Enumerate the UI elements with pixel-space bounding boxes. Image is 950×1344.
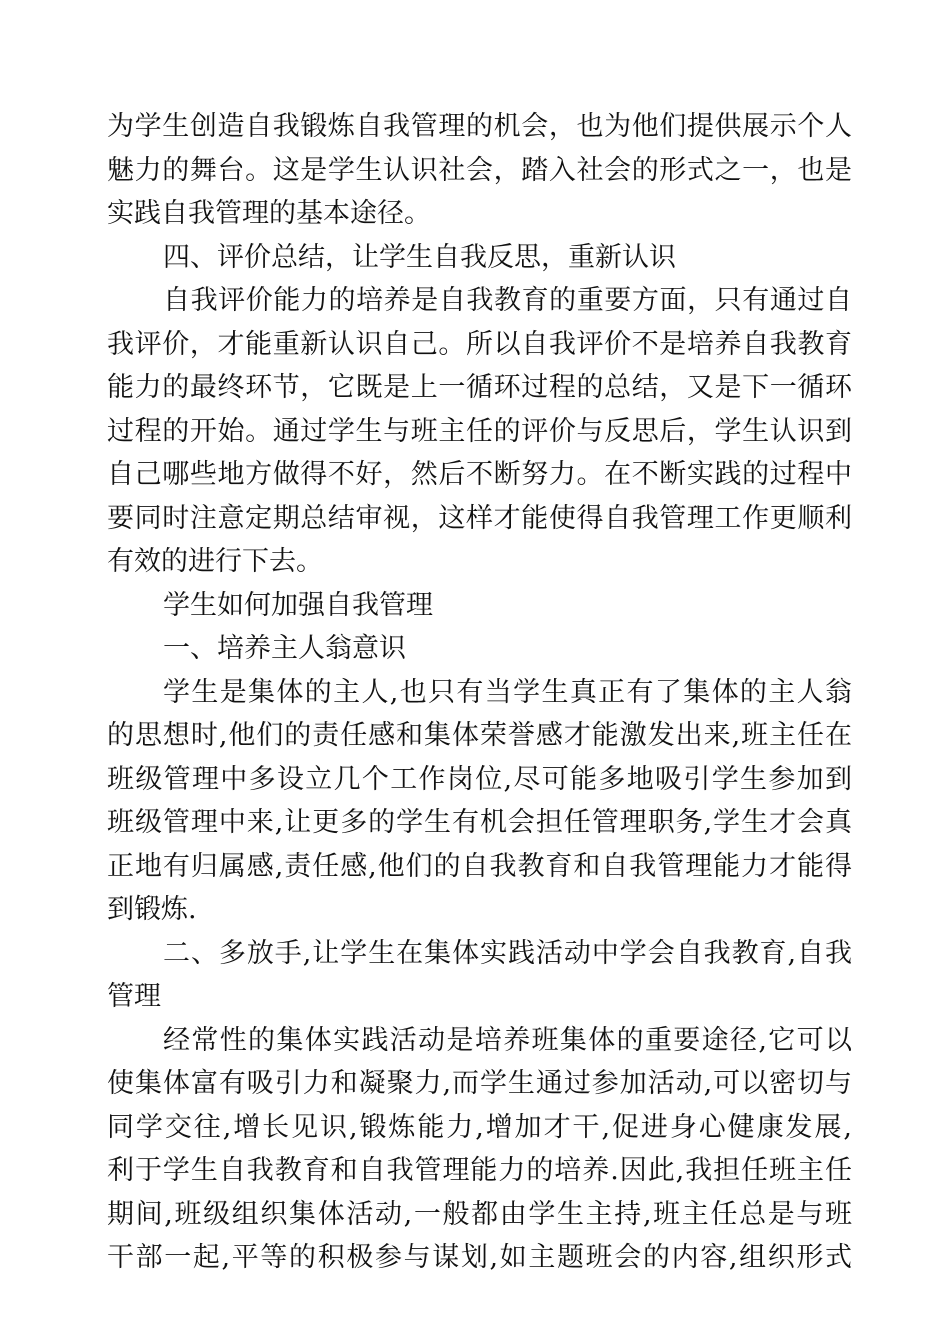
text-line: 正地有归属感,责任感,他们的自我教育和自我管理能力才能得	[107, 850, 852, 882]
text-line: 要同时注意定期总结审视，这样才能使得自我管理工作更顺利	[107, 502, 852, 534]
text-line: 干部一起,平等的积极参与谋划,如主题班会的内容,组织形式	[107, 1242, 852, 1273]
text-line: 能力的最终环节，它既是上一循环过程的总结，又是下一循环	[107, 372, 852, 403]
section-heading-continued: 管理	[107, 981, 161, 1012]
text-line: 期间,班级组织集体活动,一般都由学生主持,班主任总是与班	[107, 1198, 852, 1230]
text-line: 利于学生自我教育和自我管理能力的培养.因此,我担任班主任	[107, 1155, 852, 1186]
text-line: 的思想时,他们的责任感和集体荣誉感才能激发出来,班主任在	[107, 720, 852, 751]
text-line: 班级管理中来,让更多的学生有机会担任管理职务,学生才会真	[107, 807, 852, 838]
text-line: 到锻炼.	[107, 894, 197, 925]
text-line: 班级管理中多设立几个工作岗位,尽可能多地吸引学生参加到	[107, 763, 852, 795]
text-line: 同学交往,增长见识,锻炼能力,增加才干,促进身心健康发展,	[107, 1111, 852, 1143]
text-line: 魅力的舞台。这是学生认识社会，踏入社会的形式之一，也是	[107, 154, 852, 186]
text-line: 为学生创造自我锻炼自我管理的机会，也为他们提供展示个人	[107, 111, 852, 142]
text-line: 经常性的集体实践活动是培养班集体的重要途径,它可以	[163, 1024, 852, 1056]
section-heading: 四、评价总结，让学生自我反思，重新认识	[163, 241, 676, 273]
text-line: 自我评价能力的培养是自我教育的重要方面，只有通过自	[163, 285, 852, 316]
document-body	[107, 105, 852, 1280]
text-line: 有效的进行下去。	[107, 546, 323, 577]
text-line: 过程的开始。通过学生与班主任的评价与反思后，学生认识到	[107, 415, 852, 447]
text-line: 实践自我管理的基本途径。	[107, 198, 431, 229]
section-heading: 二、多放手,让学生在集体实践活动中学会自我教育,自我	[163, 937, 852, 969]
text-line: 使集体富有吸引力和凝聚力,而学生通过参加活动,可以密切与	[107, 1068, 852, 1099]
text-line: 我评价，才能重新认识自己。所以自我评价不是培养自我教育	[107, 328, 852, 360]
section-heading: 一、培养主人翁意识	[163, 633, 406, 664]
text-line: 自己哪些地方做得不好，然后不断努力。在不断实践的过程中	[107, 459, 852, 490]
article-title: 学生如何加强自我管理	[163, 589, 433, 621]
text-line: 学生是集体的主人,也只有当学生真正有了集体的主人翁	[163, 676, 852, 708]
